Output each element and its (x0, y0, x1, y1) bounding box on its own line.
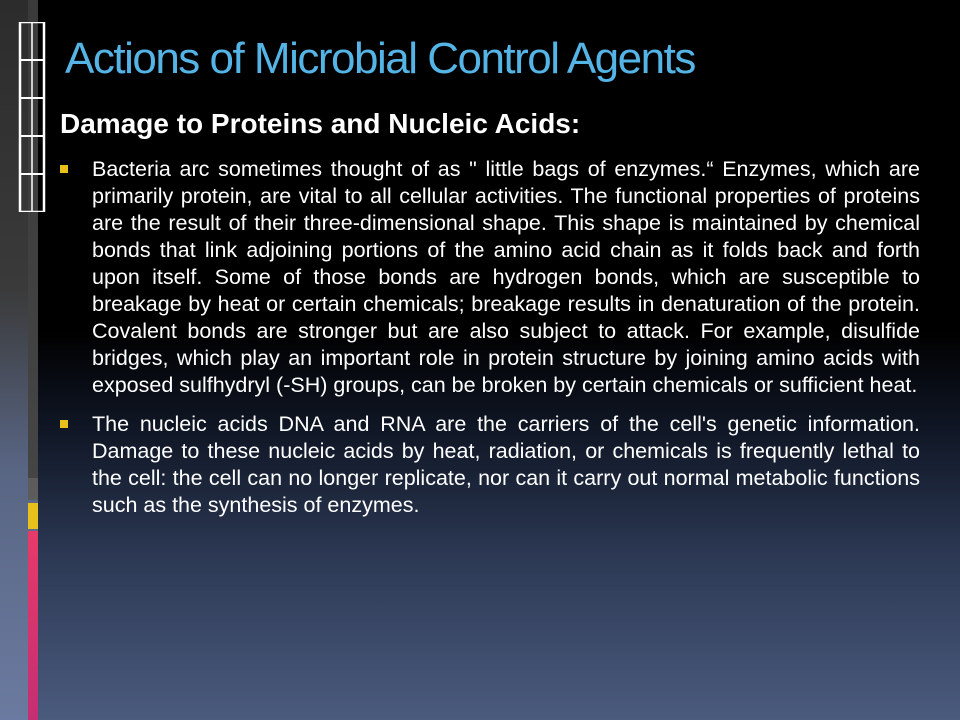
bullet-item-nucleic-acids (60, 411, 920, 519)
square-bullet-icon (60, 420, 68, 428)
slide-title: Actions of Microbial Control Agents (65, 34, 695, 83)
accent-bar-pink (28, 531, 38, 720)
bullet-text: The nucleic acids DNA and RNA are the carriers of the cell's genetic information. Damage to these nucleic acids by heat, radiation, or chemicals is frequently lethal to the cell: the cell can no longer replicate, nor can it carry out normal metabolic functions such as the synthesis of enzymes. (92, 412, 920, 517)
accent-bar-gray (28, 478, 38, 500)
bullet-item-proteins (60, 156, 920, 399)
accent-bar-yellow (28, 503, 38, 529)
square-bullet-icon (60, 165, 68, 173)
bullet-list (60, 156, 920, 519)
slide-subtitle: Damage to Proteins and Nucleic Acids: (60, 108, 581, 139)
bullet-text: Bacteria arc sometimes thought of as " little bags of enzymes.“ Enzymes, which are primarily protein, are vital to all cellular activities. The functional properties of proteins are the result of their three-dimensional shape. This shape is maintained by chemical bonds that link adjoining portions of the amino acid chain as it folds back and forth upon itself. Some of those bonds are hydrogen bonds, which are susceptible to breakage by heat or certain chemicals; breakage results in denaturation of the protein. Covalent bonds are stronger but are also subject to attack. For example, disulfide bridges, which play an important role in protein structure by joining amino acids with exposed sulfhydryl (-SH) groups, can be broken by certain chemicals or sufficient heat. (92, 157, 920, 397)
window-grid-icon (18, 22, 46, 212)
